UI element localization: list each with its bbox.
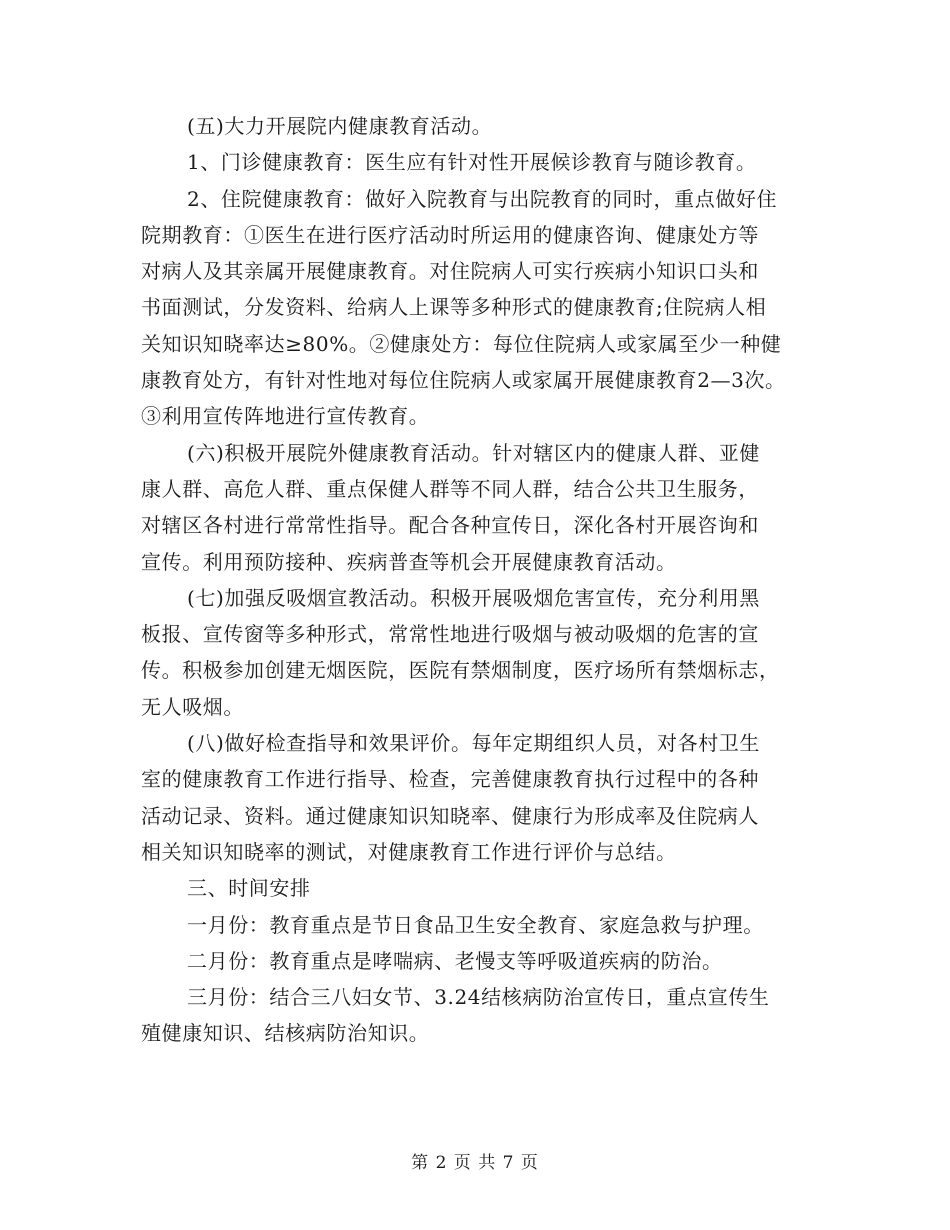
paragraph-line: 书面测试，分发资料、给病人上课等多种形式的健康教育;住院病人相 — [141, 295, 767, 320]
paragraph-line: 相关知识知晓率的测试，对健康教育工作进行评价与总结。 — [141, 839, 677, 864]
paragraph-m2 — [141, 943, 821, 979]
paragraph-line: 院期教育：①医生在进行医疗活动时所运用的健康咨询、健康处方等 — [141, 222, 759, 247]
paragraph-m1 — [141, 907, 821, 943]
paragraph-line: 康教育处方，有针对性地对每位住院病人或家属开展健康教育2—3次。 — [141, 368, 786, 393]
paragraph-p5-2 — [141, 181, 821, 435]
paragraph-line: (七)加强反吸烟宣教活动。积极开展吸烟危害宣传，充分利用黑 — [187, 585, 761, 610]
paragraph-s3 — [141, 870, 821, 906]
paragraph-p7 — [141, 580, 821, 725]
paragraph-line: (六)积极开展院外健康教育活动。针对辖区内的健康人群、亚健 — [187, 440, 761, 465]
paragraph-line: 室的健康教育工作进行指导、检查，完善健康教育执行过程中的各种 — [141, 767, 759, 792]
paragraph-line: 活动记录、资料。通过健康知识知晓率、健康行为形成率及住院病人 — [141, 803, 759, 828]
paragraph-line: 2、住院健康教育：做好入院教育与出院教育的同时，重点做好住 — [187, 186, 778, 211]
page-footer: 第 2 页 共 7 页 — [411, 1153, 539, 1173]
paragraph-line: 无人吸烟。 — [141, 694, 244, 719]
paragraph-line: 对辖区各村进行常常性指导。配合各种宣传日，深化各村开展咨询和 — [141, 513, 759, 538]
paragraph-line: 二月份：教育重点是哮喘病、老慢支等呼吸道疾病的防治。 — [187, 948, 723, 973]
paragraph-p6 — [141, 435, 821, 580]
paragraph-line: (五)大力开展院内健康教育活动。 — [187, 114, 493, 138]
paragraph-line: 对病人及其亲属开展健康教育。对住院病人可实行疾病小知识口头和 — [141, 259, 759, 284]
paragraph-line: 三、时间安排 — [187, 876, 311, 901]
paragraph-line: 一月份：教育重点是节日食品卫生安全教育、家庭急救与护理。 — [187, 912, 764, 937]
paragraph-p5-1 — [141, 144, 821, 180]
paragraph-line: 传。积极参加创建无烟医院，医院有禁烟制度，医疗场所有禁烟标志， — [141, 658, 780, 683]
paragraph-line: 康人群、高危人群、重点保健人群等不同人群，结合公共卫生服务， — [141, 476, 759, 501]
paragraph-line: 板报、宣传窗等多种形式，常常性地进行吸烟与被动吸烟的危害的宣 — [141, 622, 759, 647]
paragraph-line: 殖健康知识、结核病防治知识。 — [141, 1021, 430, 1046]
paragraph-line: 1、门诊健康教育：医生应有针对性开展候诊教育与随诊教育。 — [187, 150, 757, 175]
paragraph-m3 — [141, 979, 821, 1052]
paragraph-line: ③利用宣传阵地进行宣传教育。 — [141, 404, 430, 429]
paragraph-p8 — [141, 725, 821, 870]
paragraph-p5 — [141, 108, 821, 144]
paragraph-line: 关知识知晓率达≥80%。②健康处方：每位住院病人或家属至少一种健 — [141, 331, 782, 356]
paragraph-line: 宣传。利用预防接种、疾病普查等机会开展健康教育活动。 — [141, 549, 677, 574]
paragraph-line: 三月份：结合三八妇女节、3.24结核病防治宣传日，重点宣传生 — [187, 985, 770, 1010]
paragraph-line: (八)做好检查指导和效果评价。每年定期组织人员，对各村卫生 — [187, 731, 761, 756]
